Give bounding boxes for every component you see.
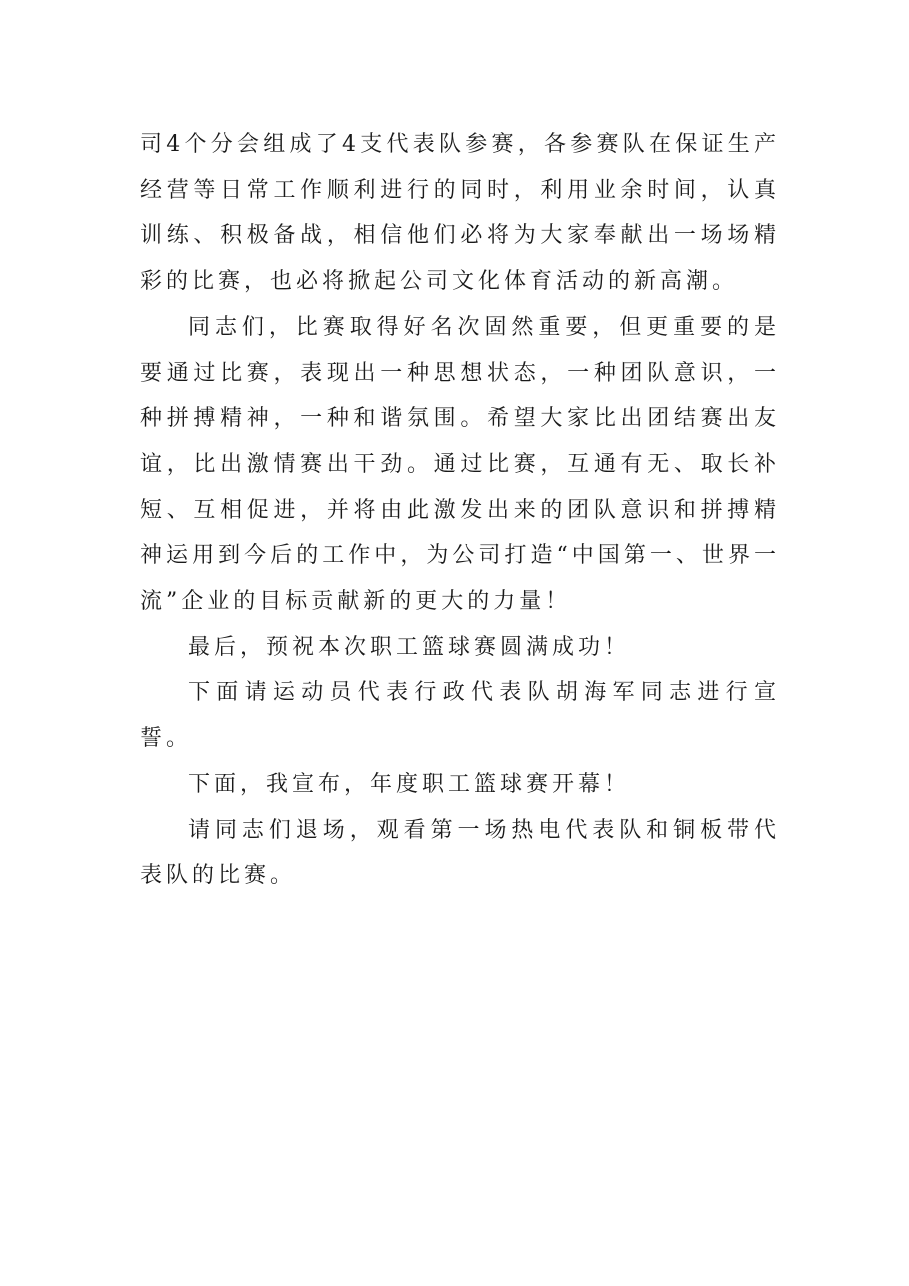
paragraph: 下面请运动员代表行政代表队胡海军同志进行宣誓。 (140, 680, 780, 752)
paragraph: 最后，预祝本次职工篮球赛圆满成功！ (188, 634, 631, 660)
paragraph-continued: 司4个分会组成了4支代表队参赛，各参赛队在保证生产经营等日常工作顺利进行的同时，利用业余时间，认真训练、积极备战，相信他们必将为大家奉献出一场场精彩的比赛，也必将掀起公司文化体育活动的新高潮。 (140, 132, 780, 295)
document-body (140, 122, 780, 899)
paragraph: 请同志们退场，观看第一场热电代表队和铜板带代表队的比赛。 (140, 817, 780, 889)
paragraph: 同志们，比赛取得好名次固然重要，但更重要的是要通过比赛，表现出一种思想状态，一种团队意识，一种拼搏精神，一种和谐氛围。希望大家比出团结赛出友谊，比出激情赛出干劲。通过比赛，互通有无、取长补短、互相促进，并将由此激发出来的团队意识和拼搏精神运用到今后的工作中，为公司打造“中国第一、世界一流”企业的目标贡献新的更大的力量！ (140, 314, 780, 615)
paragraph: 下面，我宣布，年度职工篮球赛开幕！ (188, 771, 631, 797)
